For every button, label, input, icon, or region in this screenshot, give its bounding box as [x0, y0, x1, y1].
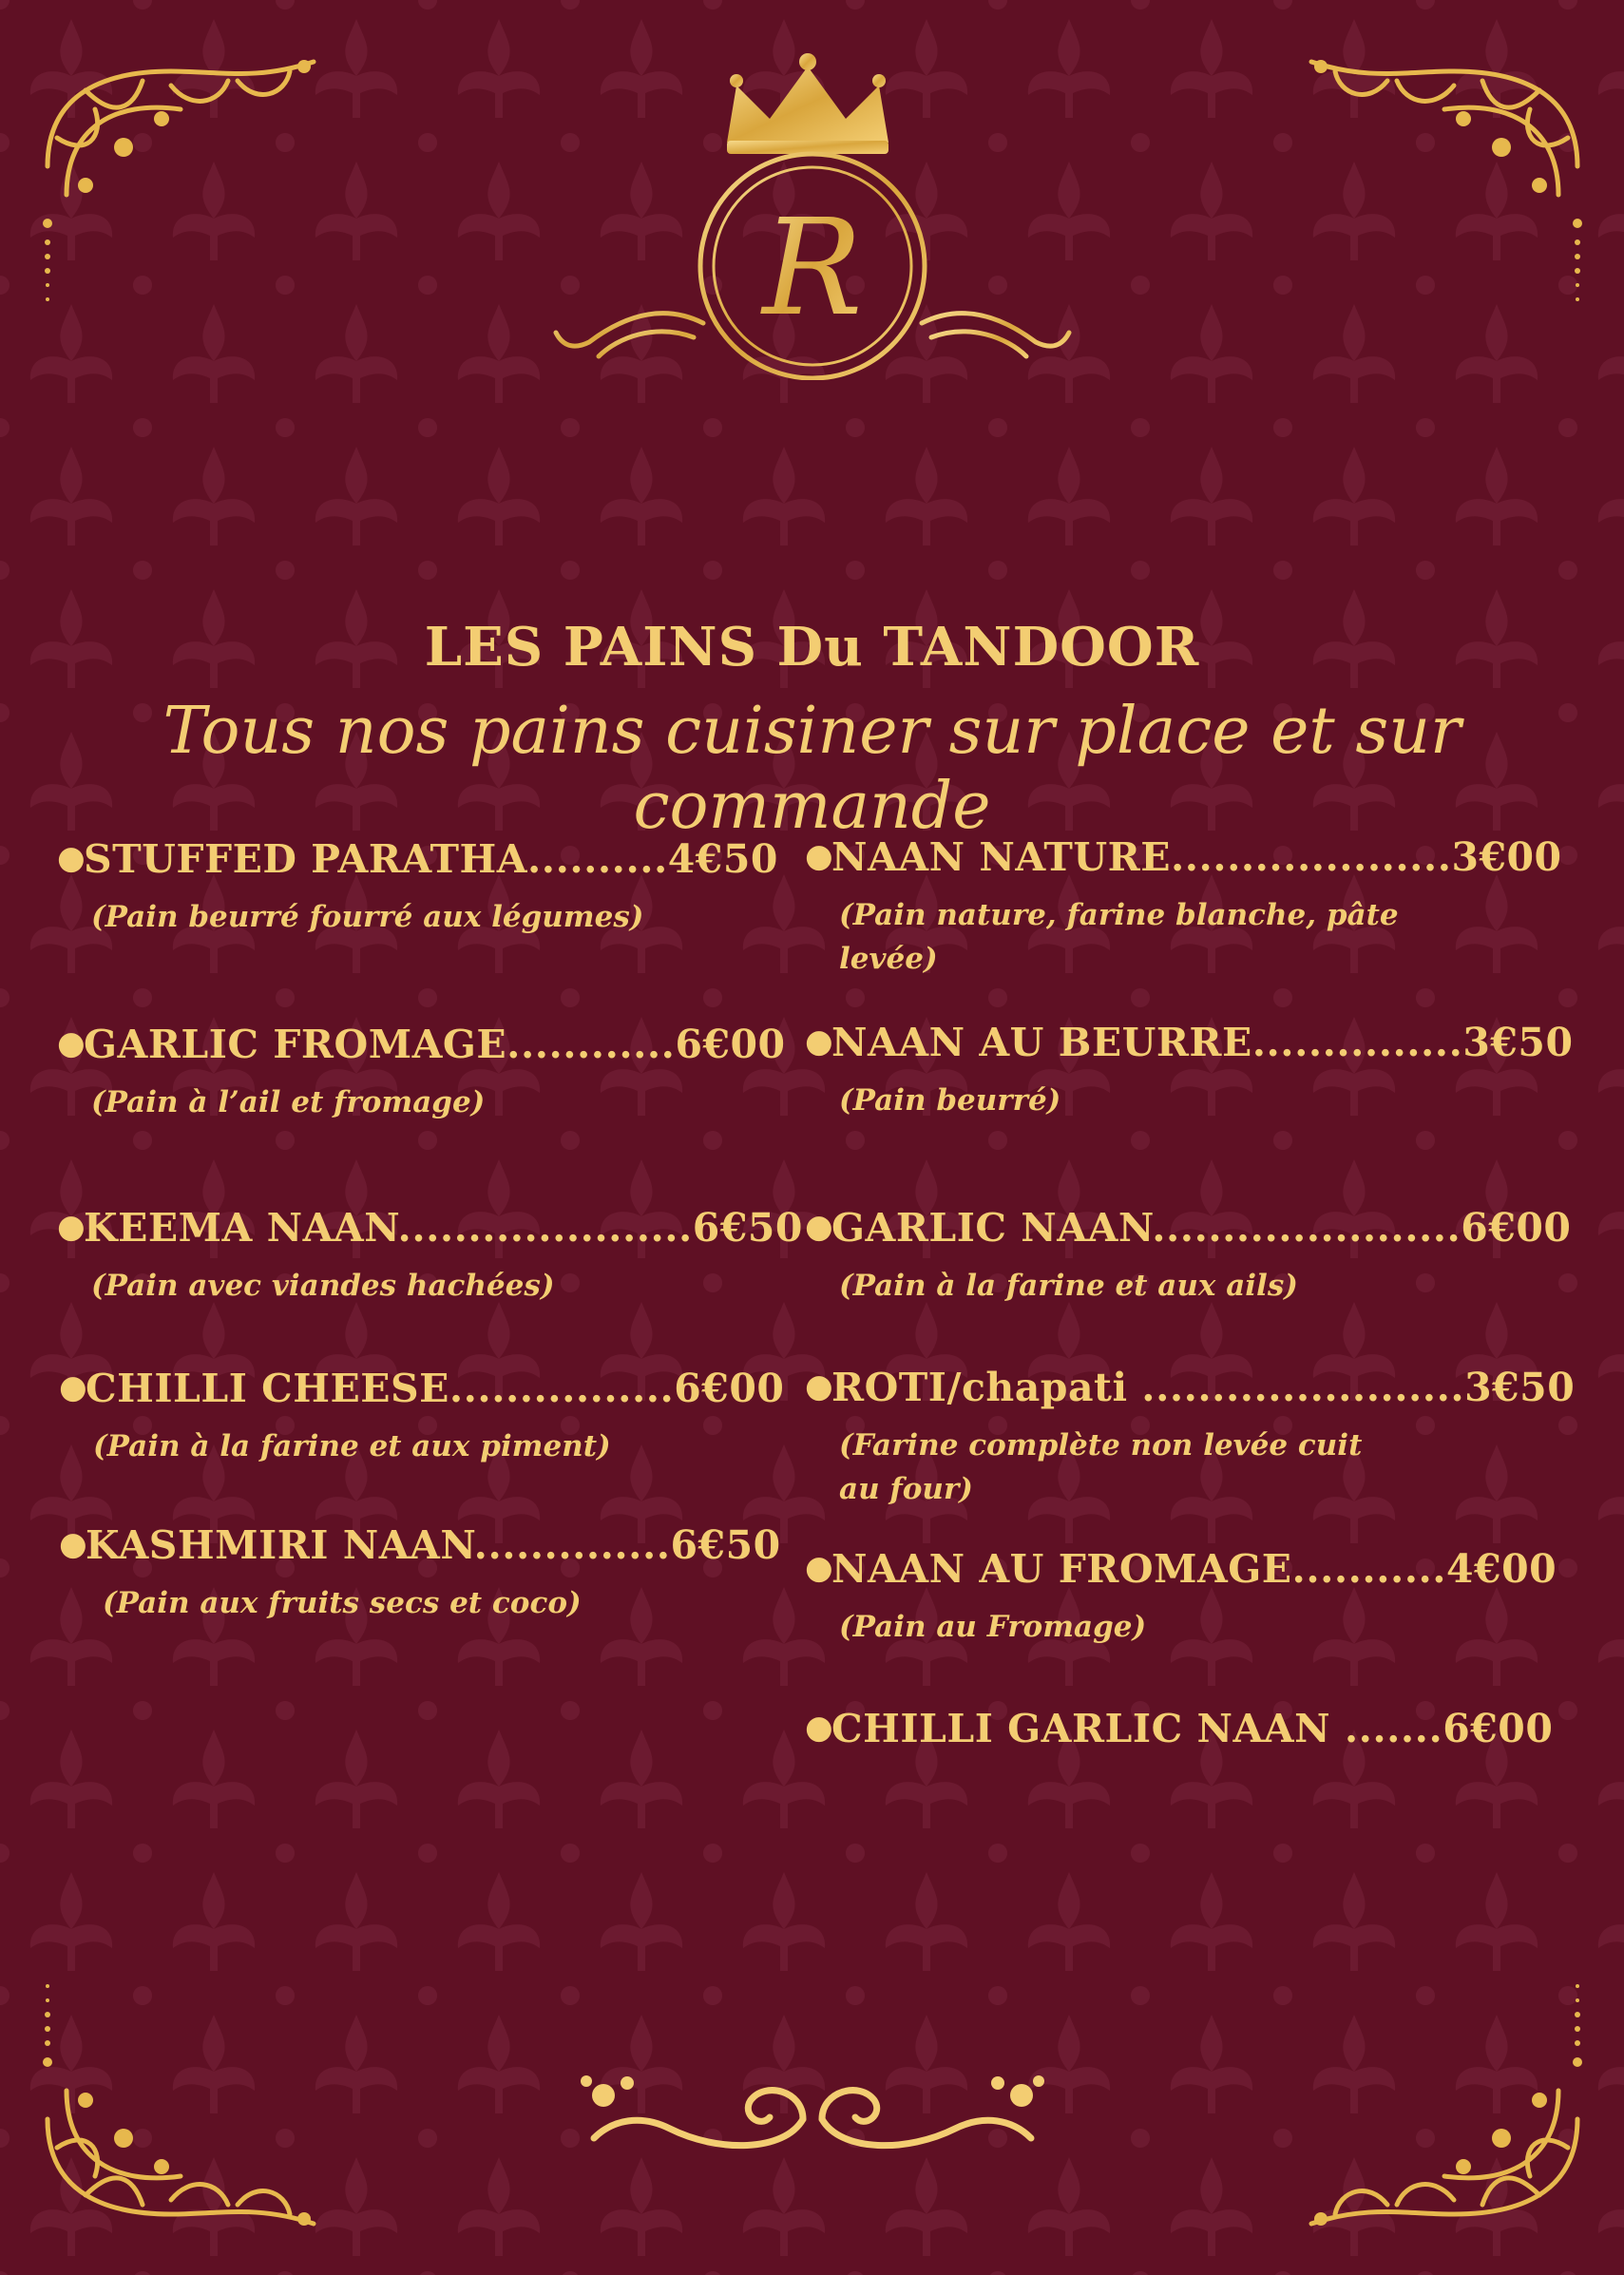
item-description: (Pain à la farine et aux piment)	[93, 1429, 611, 1463]
corner-ornament-top-right	[1292, 52, 1596, 356]
menu-item	[57, 1022, 786, 1124]
bullet-icon: ●	[805, 1549, 834, 1587]
bullet-icon: ●	[805, 1709, 834, 1747]
bullet-icon: ●	[57, 1024, 86, 1062]
menu-item	[57, 1205, 803, 1308]
menu-item	[805, 834, 1562, 981]
item-name-price: CHILLI GARLIC NAAN .......6€00	[831, 1706, 1554, 1751]
menu-item	[805, 1020, 1574, 1122]
item-description: (Pain à la farine et aux ails)	[839, 1269, 1298, 1303]
item-description: (Pain beurré)	[839, 1083, 1061, 1118]
item-name-price: KASHMIRI NAAN..............6€50	[86, 1522, 781, 1568]
menu-item	[805, 1205, 1572, 1308]
bullet-icon: ●	[59, 1368, 88, 1406]
item-name-price: NAAN NATURE....................3€00	[831, 834, 1562, 880]
corner-ornament-top-left	[29, 52, 333, 356]
item-name-price: GARLIC FROMAGE............6€00	[84, 1022, 786, 1067]
monogram-letter: R	[762, 191, 863, 346]
item-name-price: NAAN AU FROMAGE...........4€00	[831, 1546, 1557, 1592]
item-description: (Pain à l’ail et fromage)	[91, 1085, 486, 1119]
section-title: LES PAINS Du TANDOOR	[424, 616, 1200, 679]
menu-item	[59, 1522, 781, 1625]
menu-item	[57, 836, 779, 939]
menu-item	[59, 1366, 785, 1468]
item-description: (Pain beurré fourré aux légumes)	[91, 900, 644, 934]
item-description: (Pain nature, farine blanche, pâte levée)	[839, 898, 1399, 976]
bullet-icon: ●	[805, 1023, 834, 1061]
corner-ornament-bottom-right	[1292, 1929, 1596, 2233]
item-description: (Pain au Fromage)	[839, 1610, 1147, 1644]
bullet-icon: ●	[805, 837, 834, 875]
item-name-price: GARLIC NAAN......................6€00	[831, 1205, 1572, 1251]
bullet-icon: ●	[59, 1525, 88, 1563]
section-subtitle: Tous nos pains cuisiner sur place et sur commande	[162, 694, 1462, 844]
menu-item	[805, 1546, 1557, 1649]
swirl-ornament	[575, 2062, 1050, 2167]
item-description: (Pain avec viandes hachées)	[91, 1269, 555, 1303]
bullet-icon: ●	[57, 839, 86, 877]
item-name-price: KEEMA NAAN.....................6€50	[84, 1205, 803, 1251]
bullet-icon: ●	[805, 1208, 834, 1246]
menu-item	[805, 1706, 1554, 1751]
item-name-price: NAAN AU BEURRE...............3€50	[831, 1020, 1574, 1065]
menu-item	[805, 1365, 1576, 1511]
item-description: (Pain aux fruits secs et coco)	[103, 1586, 582, 1620]
item-name-price: CHILLI CHEESE................6€00	[86, 1366, 785, 1411]
bullet-icon: ●	[57, 1208, 86, 1246]
crest-logo	[551, 38, 1074, 380]
bullet-icon: ●	[805, 1367, 834, 1405]
item-name-price: STUFFED PARATHA..........4€50	[84, 836, 778, 882]
corner-ornament-bottom-left	[29, 1929, 333, 2233]
item-description: (Farine complète non levée cuit au four)	[839, 1428, 1363, 1506]
crown-icon	[727, 53, 888, 154]
item-name-price: ROTI/chapati .......................3€50	[831, 1365, 1576, 1410]
